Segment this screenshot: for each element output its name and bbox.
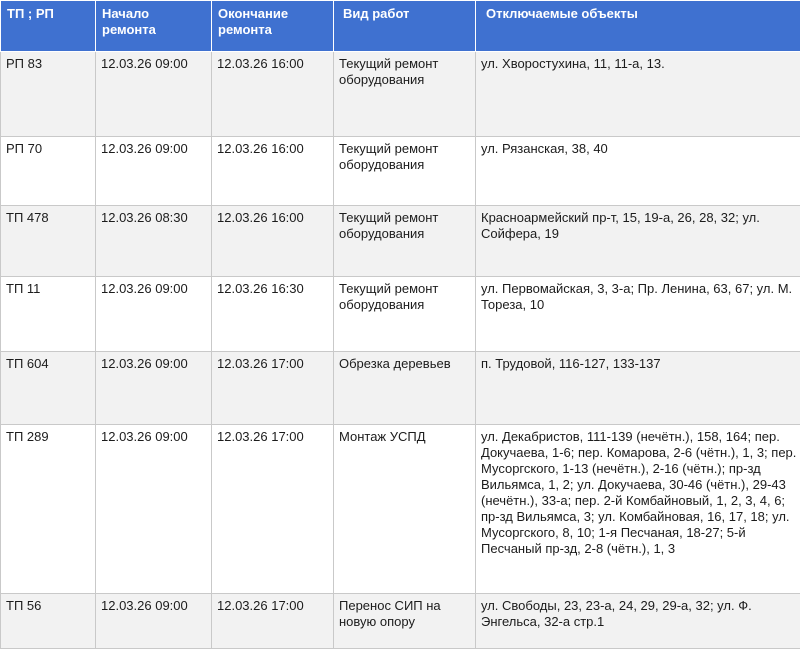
header-tp: ТП ; РП	[1, 1, 96, 52]
cell-objects: ул. Рязанская, 38, 40	[476, 137, 800, 206]
cell-end: 12.03.26 17:00	[212, 425, 334, 594]
header-start: Начало ремонта	[96, 1, 212, 52]
table-row	[1, 425, 800, 594]
cell-objects: ул. Свободы, 23, 23-а, 24, 29, 29-а, 32; ул. Ф. Энгельса, 32-а стр.1	[476, 594, 800, 649]
cell-tp: РП 83	[1, 52, 96, 137]
cell-works: Текущий ремонт оборудования	[334, 137, 476, 206]
cell-start: 12.03.26 09:00	[96, 594, 212, 649]
cell-objects: ул. Первомайская, 3, 3-а; Пр. Ленина, 63, 67; ул. М. Тореза, 10	[476, 277, 800, 352]
header-objects: Отключаемые объекты	[476, 1, 800, 52]
cell-objects: Красноармейский пр-т, 15, 19-а, 26, 28, 32; ул. Сойфера, 19	[476, 206, 800, 277]
cell-works: Текущий ремонт оборудования	[334, 206, 476, 277]
cell-objects: ул. Декабристов, 111-139 (нечётн.), 158, 164; пер. Докучаева, 1-6; пер. Комарова, 2-6 (чётн.), 1, 3; пер. Мусоргского, 1-13 (нечётн.), 2-16 (чётн.); пр-зд Вильямса, 1, 2; ул. Докучаева, 30-46 (чётн.), 29-43 (нечётн.), 33-а; пер. 2-й Комбайновый, 1, 2, 3, 4, 6; пр-зд Вильямса, 3; ул. Комбайновая, 16, 17, 18; ул. Мусоргского, 8, 10; 1-я Песчаная, 18-27; 5-й Песчаный пр-зд, 2-8 (чётн.), 1, 3	[476, 425, 800, 594]
table-row	[1, 277, 800, 352]
table-row	[1, 206, 800, 277]
cell-tp: ТП 289	[1, 425, 96, 594]
cell-works: Текущий ремонт оборудования	[334, 52, 476, 137]
cell-start: 12.03.26 09:00	[96, 425, 212, 594]
cell-start: 12.03.26 09:00	[96, 352, 212, 425]
table-row	[1, 594, 800, 649]
header-end: Окончание ремонта	[212, 1, 334, 52]
cell-start: 12.03.26 08:30	[96, 206, 212, 277]
cell-works: Перенос СИП на новую опору	[334, 594, 476, 649]
cell-tp: ТП 11	[1, 277, 96, 352]
cell-start: 12.03.26 09:00	[96, 277, 212, 352]
cell-works: Текущий ремонт оборудования	[334, 277, 476, 352]
cell-objects: п. Трудовой, 116-127, 133-137	[476, 352, 800, 425]
table-row	[1, 52, 800, 137]
cell-end: 12.03.26 16:00	[212, 52, 334, 137]
cell-objects: ул. Хворостухина, 11, 11-а, 13.	[476, 52, 800, 137]
cell-end: 12.03.26 16:30	[212, 277, 334, 352]
table-row	[1, 352, 800, 425]
cell-tp: ТП 56	[1, 594, 96, 649]
cell-start: 12.03.26 09:00	[96, 52, 212, 137]
cell-works: Монтаж УСПД	[334, 425, 476, 594]
cell-end: 12.03.26 16:00	[212, 206, 334, 277]
cell-tp: ТП 604	[1, 352, 96, 425]
cell-end: 12.03.26 17:00	[212, 594, 334, 649]
cell-works: Обрезка деревьев	[334, 352, 476, 425]
cell-tp: ТП 478	[1, 206, 96, 277]
cell-tp: РП 70	[1, 137, 96, 206]
header-row	[1, 1, 800, 52]
cell-end: 12.03.26 16:00	[212, 137, 334, 206]
cell-end: 12.03.26 17:00	[212, 352, 334, 425]
header-works: Вид работ	[334, 1, 476, 52]
table-row	[1, 137, 800, 206]
cell-start: 12.03.26 09:00	[96, 137, 212, 206]
